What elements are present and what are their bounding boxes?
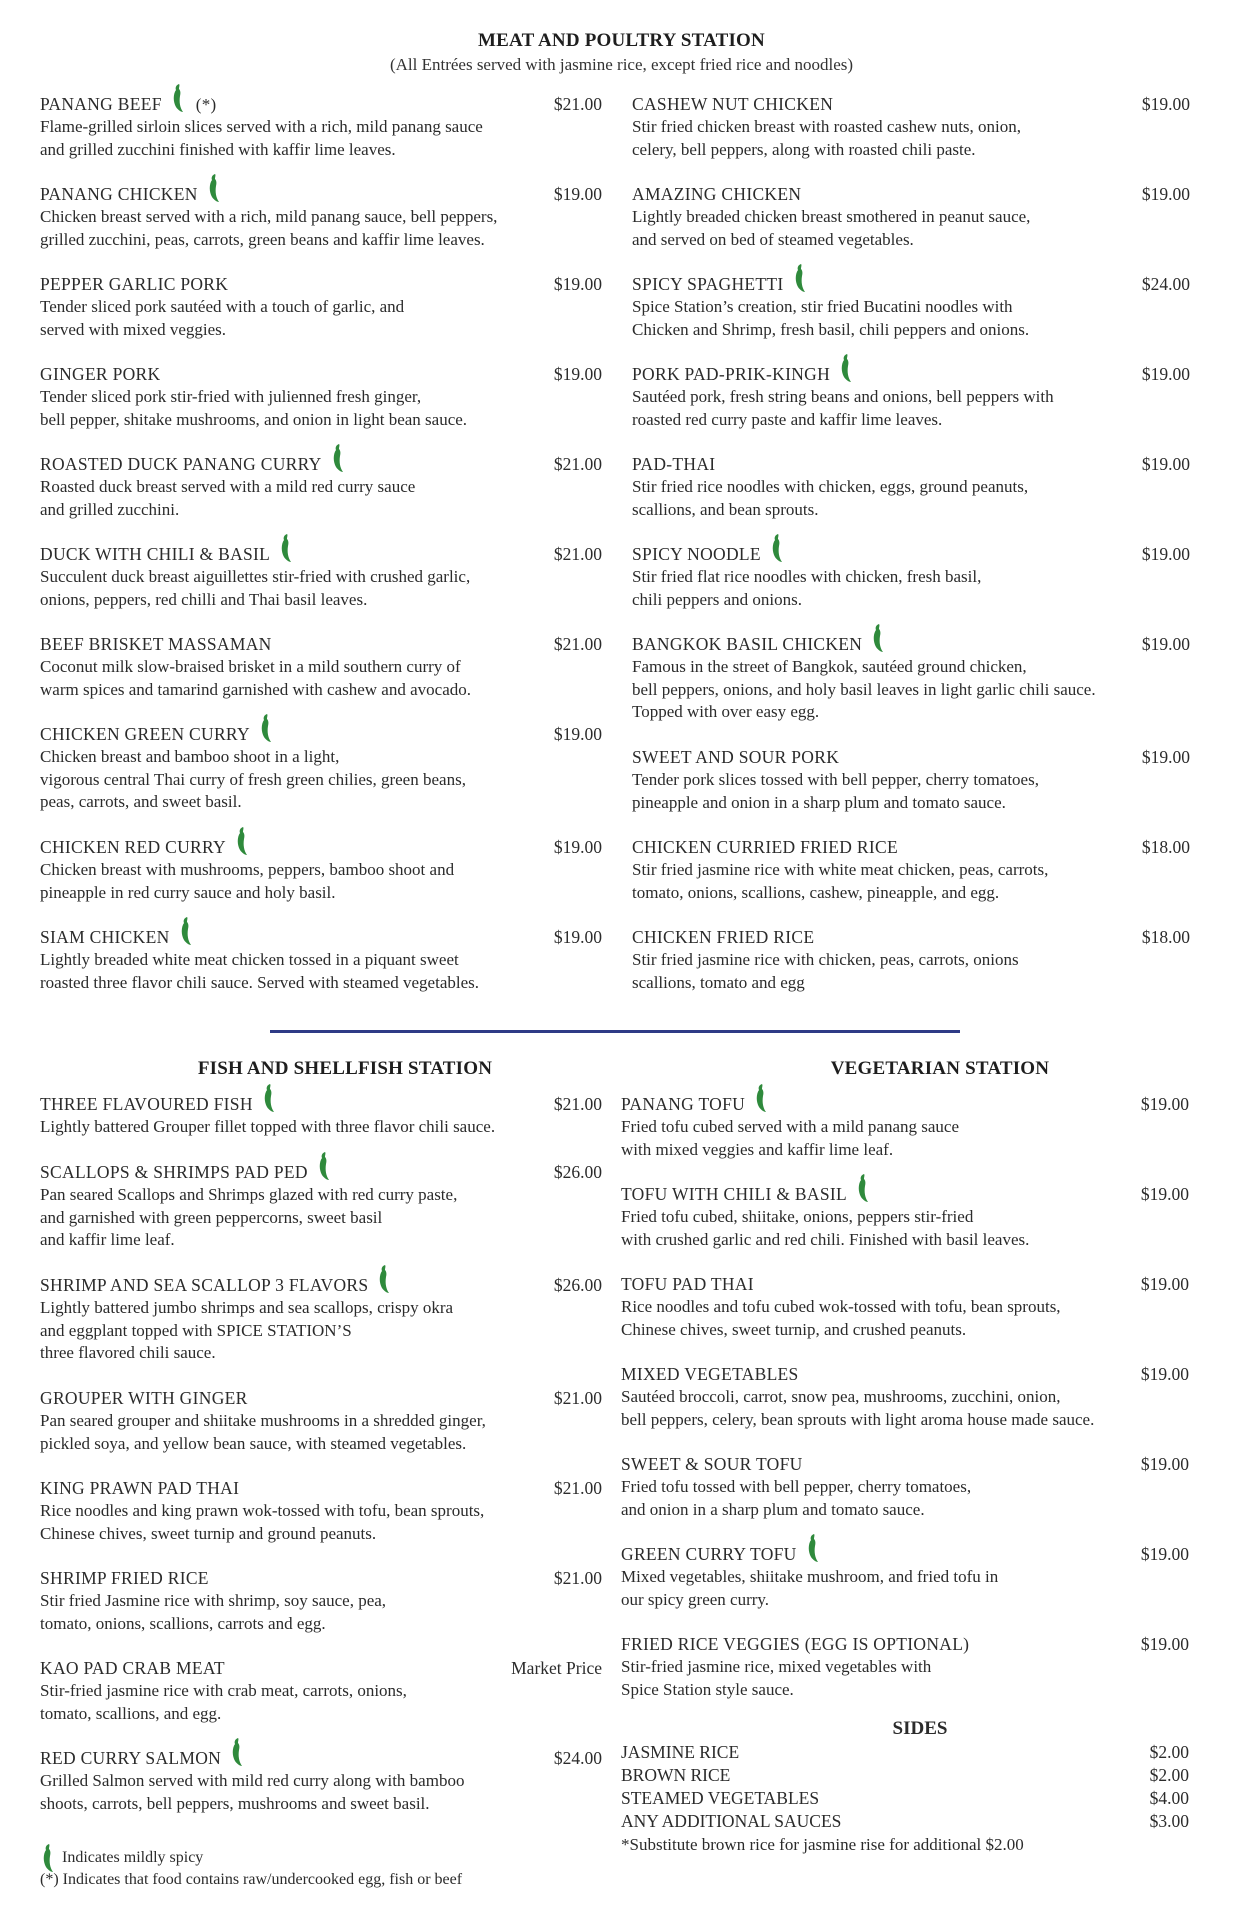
menu-item xyxy=(621,1632,1189,1701)
menu-item-description: Roasted duck breast served with a mild red curry sauce and grilled zucchini. xyxy=(40,477,416,519)
side-item xyxy=(621,1763,1189,1786)
menu-item-name xyxy=(632,747,839,768)
menu-item-price: $19.00 xyxy=(1140,1634,1189,1654)
side-item xyxy=(621,1740,1189,1763)
menu-item-name-text: PANANG TOFU xyxy=(621,1094,746,1114)
menu-item-header xyxy=(632,925,1190,948)
menu-item-description: Lightly battered jumbo shrimps and sea scallops, crispy okra and eggplant topped with SPICE STATION’S three flavored chili sauce. xyxy=(40,1298,454,1362)
menu-item-name xyxy=(40,1085,277,1115)
menu-item-name xyxy=(40,1266,392,1296)
menu-item-name-text: PEPPER GARLIC PORK xyxy=(40,274,229,294)
menu-item-name xyxy=(40,918,194,948)
menu-item-header xyxy=(40,925,602,948)
menu-item-name-text: CHICKEN GREEN CURRY xyxy=(40,724,250,744)
menu-item-description: Chicken breast with mushrooms, peppers, bamboo shoot and pineapple in red curry sauce and holy basil. xyxy=(40,860,455,902)
menu-item xyxy=(632,92,1190,161)
menu-item xyxy=(632,925,1190,994)
menu-item-price: $19.00 xyxy=(1141,634,1190,654)
menu-item-name-text: AMAZING CHICKEN xyxy=(632,184,802,204)
menu-item-header xyxy=(621,1362,1189,1385)
menu-item-description: Pan seared Scallops and Shrimps glazed with red curry paste, and garnished with green peppercorns, sweet basil and kaffir lime leaf. xyxy=(40,1185,458,1249)
menu-item-name xyxy=(632,265,808,295)
menu-item-header xyxy=(40,1273,602,1296)
menu-item-header xyxy=(632,92,1190,115)
menu-item-description: Fried tofu tossed with bell pepper, cherry tomatoes, and onion in a sharp plum and tomato sauce. xyxy=(621,1477,972,1519)
side-price: $2.00 xyxy=(1149,1742,1189,1762)
menu-item-price: $19.00 xyxy=(553,274,602,294)
menu-item-name-text: PAD-THAI xyxy=(632,454,716,474)
meat-station-subtitle: (All Entrées served with jasmine rice, except fried rice and noodles) xyxy=(389,55,854,74)
menu-item xyxy=(40,925,602,994)
menu-item-name xyxy=(40,85,217,115)
side-name: BROWN RICE xyxy=(621,1765,731,1785)
legend xyxy=(40,1845,600,1889)
menu-item-description: Stir fried chicken breast with roasted cashew nuts, onion, celery, bell peppers, along with roasted chili paste. xyxy=(632,117,1022,159)
menu-item xyxy=(40,1386,602,1455)
menu-item-name-text: PANANG BEEF xyxy=(40,94,162,114)
menu-item xyxy=(632,835,1190,904)
menu-item-name-text: GINGER PORK xyxy=(40,364,161,384)
chili-pepper-icon xyxy=(753,1083,769,1113)
menu-item-header xyxy=(621,1182,1189,1205)
menu-item-name-text: KAO PAD CRAB MEAT xyxy=(40,1658,225,1678)
chili-pepper-icon xyxy=(178,916,194,946)
side-price: $4.00 xyxy=(1149,1788,1189,1808)
menu-item-name-text: GROUPER WITH GINGER xyxy=(40,1388,248,1408)
menu-item-name-text: TOFU WITH CHILI & BASIL xyxy=(621,1184,847,1204)
menu-item-header xyxy=(632,452,1190,475)
menu-item-price: $19.00 xyxy=(1141,747,1190,767)
side-name: ANY ADDITIONAL SAUCES xyxy=(621,1811,842,1831)
menu-item-name-text: SPICY SPAGHETTI xyxy=(632,274,784,294)
menu-item-name xyxy=(632,625,886,655)
menu-item-price: $21.00 xyxy=(553,94,602,114)
menu-item-name xyxy=(40,535,294,565)
menu-item-header xyxy=(632,362,1190,385)
menu-item-price: $26.00 xyxy=(553,1275,602,1295)
menu-item-description: Stir fried jasmine rice with chicken, peas, carrots, onions scallions, tomato and egg xyxy=(632,950,1019,992)
menu-item-description: Stir fried flat rice noodles with chicken, fresh basil, chili peppers and onions. xyxy=(632,567,982,609)
menu-item-name-text: SIAM CHICKEN xyxy=(40,927,170,947)
menu-item xyxy=(40,1566,602,1635)
menu-item-description: Sautéed broccoli, carrot, snow pea, mushrooms, zucchini, onion, bell peppers, celery, bean sprouts with light aroma house made sauce. xyxy=(621,1387,1095,1429)
menu-item-description: Fried tofu cubed served with a mild panang sauce with mixed veggies and kaffir lime leaf. xyxy=(621,1117,960,1159)
menu-item-name xyxy=(40,715,274,745)
menu-item-description: Succulent duck breast aiguillettes stir-fried with crushed garlic, onions, peppers, red chilli and Thai basil leaves. xyxy=(40,567,471,609)
menu-item xyxy=(40,92,602,161)
menu-item-name xyxy=(632,355,854,385)
menu-item xyxy=(40,1656,602,1725)
menu-item-description: Lightly battered Grouper fillet topped with three flavor chili sauce. xyxy=(40,1117,496,1136)
vegetarian-station-title: VEGETARIAN STATION xyxy=(830,1058,1050,1079)
menu-item-description: Tender sliced pork sautéed with a touch of garlic, and served with mixed veggies. xyxy=(40,297,405,339)
menu-item-name xyxy=(632,927,814,948)
legend-spicy-text: Indicates mildly spicy xyxy=(62,1849,204,1866)
menu-item-name-text: TOFU PAD THAI xyxy=(621,1274,754,1294)
menu-item-description: Rice noodles and king prawn wok-tossed with tofu, bean sprouts, Chinese chives, sweet turnip and ground peanuts. xyxy=(40,1501,485,1543)
menu-item-header xyxy=(40,92,602,115)
menu-item-price: $19.00 xyxy=(1140,1544,1189,1564)
chili-pepper-icon xyxy=(170,83,186,113)
menu-item-name-text: BANGKOK BASIL CHICKEN xyxy=(632,634,863,654)
menu-item xyxy=(40,272,602,341)
menu-item-name-text: CASHEW NUT CHICKEN xyxy=(632,94,834,114)
menu-item-price: $21.00 xyxy=(553,454,602,474)
chili-pepper-icon xyxy=(376,1264,392,1294)
menu-item-header xyxy=(632,835,1190,858)
menu-item-name xyxy=(632,837,898,858)
menu-item-name xyxy=(632,454,715,475)
menu-item xyxy=(40,1746,602,1815)
side-price: $3.00 xyxy=(1149,1811,1189,1831)
menu-item-price: $21.00 xyxy=(553,634,602,654)
menu-item-price: $19.00 xyxy=(553,184,602,204)
chili-pepper-icon xyxy=(258,713,274,743)
menu-item-description: Famous in the street of Bangkok, sautéed ground chicken, bell peppers, onions, and holy basil leaves in light garlic chili sauce. Topped with over easy egg. xyxy=(632,657,1096,721)
menu-item-header xyxy=(40,1566,602,1589)
menu-item-name xyxy=(621,1085,769,1115)
menu-item xyxy=(632,272,1190,341)
menu-item xyxy=(621,1362,1189,1431)
chili-pepper-icon xyxy=(330,443,346,473)
menu-item-description: Pan seared grouper and shiitake mushrooms in a shredded ginger, pickled soya, and yellow bean sauce, with steamed vegetables. xyxy=(40,1411,486,1453)
chili-pepper-icon xyxy=(792,263,808,293)
menu-item-price: $19.00 xyxy=(1141,454,1190,474)
menu-item-description: Lightly breaded white meat chicken tossed in a piquant sweet roasted three flavor chili sauce. Served with steamed vegetables. xyxy=(40,950,479,992)
menu-item-header xyxy=(40,1386,602,1409)
menu-item-name xyxy=(632,94,833,115)
chili-pepper-icon xyxy=(855,1173,871,1203)
menu-item-price: $21.00 xyxy=(553,1094,602,1114)
menu-item-description: Fried tofu cubed, shiitake, onions, peppers stir-fried with crushed garlic and red chili. Finished with basil leaves. xyxy=(621,1207,1030,1249)
menu-item-name xyxy=(40,1153,332,1183)
menu-item-description: Chicken breast and bamboo shoot in a light, vigorous central Thai curry of fresh green chilies, green beans, peas, carrots, and sweet basil. xyxy=(40,747,466,811)
menu-item-header xyxy=(40,1656,602,1679)
menu-item-name-text: SHRIMP FRIED RICE xyxy=(40,1568,209,1588)
menu-item-price: $19.00 xyxy=(553,364,602,384)
menu-item-price: $19.00 xyxy=(553,724,602,744)
menu-item-name xyxy=(40,1388,248,1409)
chili-pepper-icon xyxy=(838,353,854,383)
menu-item-header xyxy=(40,632,602,655)
menu-item-name xyxy=(40,1568,209,1589)
menu-item xyxy=(632,182,1190,251)
menu-item-header xyxy=(40,272,602,295)
menu-item-name-text: CHICKEN RED CURRY xyxy=(40,837,226,857)
chili-pepper-icon xyxy=(229,1737,245,1767)
menu-item-price: $19.00 xyxy=(553,927,602,947)
menu-item-description: Chicken breast served with a rich, mild panang sauce, bell peppers, grilled zucchini, peas, carrots, green beans and kaffir lime leaves. xyxy=(40,207,498,249)
menu-item xyxy=(40,1476,602,1545)
menu-item-description: Lightly breaded chicken breast smothered in peanut sauce, and served on bed of steamed vegetables. xyxy=(632,207,1031,249)
menu-item-description: Stir fried Jasmine rice with shrimp, soy sauce, pea, tomato, onions, scallions, carrots and egg. xyxy=(40,1591,387,1633)
menu-item-name xyxy=(40,364,160,385)
menu-item-name xyxy=(40,1478,239,1499)
chili-pepper-icon xyxy=(278,533,294,563)
menu-item-name xyxy=(40,445,346,475)
menu-item-header xyxy=(632,745,1190,768)
menu-item-name xyxy=(632,535,785,565)
menu-item-description: Spice Station’s creation, stir fried Bucatini noodles with Chicken and Shrimp, fresh basil, chili peppers and onions. xyxy=(632,297,1030,339)
meat-station-title: MEAT AND POULTRY STATION xyxy=(478,30,765,51)
menu-item-header xyxy=(40,1746,602,1769)
menu-item-name-text: SHRIMP AND SEA SCALLOP 3 FLAVORS xyxy=(40,1275,369,1295)
menu-item xyxy=(40,1160,602,1252)
menu-item-price: $18.00 xyxy=(1141,837,1190,857)
menu-item-price: $19.00 xyxy=(1141,544,1190,564)
side-name: STEAMED VEGETABLES xyxy=(621,1788,820,1808)
menu-item-description: Grilled Salmon served with mild red curry along with bamboo shoots, carrots, bell peppers, mushrooms and sweet basil. xyxy=(40,1771,465,1813)
legend-spicy xyxy=(40,1845,600,1871)
menu-item-name-text: THREE FLAVOURED FISH xyxy=(40,1094,253,1114)
menu-item-price: $19.00 xyxy=(1140,1274,1189,1294)
raw-food-mark: (*) xyxy=(195,95,217,114)
menu-item-description: Flame-grilled sirloin slices served with a rich, mild panang sauce and grilled zucchini finished with kaffir lime leaves. xyxy=(40,117,483,159)
chili-pepper-icon xyxy=(805,1533,821,1563)
menu-item xyxy=(40,542,602,611)
menu-item-header xyxy=(632,272,1190,295)
menu-item-header xyxy=(40,1160,602,1183)
chili-pepper-icon xyxy=(870,623,886,653)
menu-item xyxy=(632,362,1190,431)
menu-item-price: $19.00 xyxy=(1140,1364,1189,1384)
menu-item-name-text: BEEF BRISKET MASSAMAN xyxy=(40,634,272,654)
menu-item-header xyxy=(632,542,1190,565)
menu-item xyxy=(621,1452,1189,1521)
menu-item-name-text: CHICKEN CURRIED FRIED RICE xyxy=(632,837,898,857)
menu-item-description: Rice noodles and tofu cubed wok-tossed with tofu, bean sprouts, Chinese chives, sweet turnip, and crushed peanuts. xyxy=(621,1297,1061,1339)
menu-item-description: Coconut milk slow-braised brisket in a mild southern curry of warm spices and tamarind garnished with cashew and avocado. xyxy=(40,657,471,699)
menu-item-header xyxy=(40,362,602,385)
menu-item-header xyxy=(40,452,602,475)
chili-pepper-icon xyxy=(234,826,250,856)
menu-item-price: $21.00 xyxy=(553,1388,602,1408)
menu-item-name xyxy=(40,634,272,655)
side-name: JASMINE RICE xyxy=(621,1742,740,1762)
menu-item-name-text: GREEN CURRY TOFU xyxy=(621,1544,797,1564)
side-price: $2.00 xyxy=(1149,1765,1189,1785)
menu-item xyxy=(632,542,1190,611)
legend-raw-text: (*) Indicates that food contains raw/undercooked egg, fish or beef xyxy=(40,1871,463,1888)
menu-item-header xyxy=(621,1092,1189,1115)
menu-item-name xyxy=(621,1634,969,1655)
menu-item-header xyxy=(40,1476,602,1499)
menu-item-name xyxy=(621,1274,754,1295)
menu-item-name-text: MIXED VEGETABLES xyxy=(621,1364,799,1384)
menu-item-price: $19.00 xyxy=(1140,1184,1189,1204)
menu-item-name-text: SCALLOPS & SHRIMPS PAD PED xyxy=(40,1162,308,1182)
menu-item-description: Tender pork slices tossed with bell pepper, cherry tomatoes, pineapple and onion in a sharp plum and tomato sauce. xyxy=(632,770,1039,812)
menu-item-name-text: PORK PAD-PRIK-KINGH xyxy=(632,364,831,384)
chili-pepper-icon xyxy=(316,1151,332,1181)
menu-item xyxy=(40,835,602,904)
sides-note: *Substitute brown rice for jasmine rise for additional $2.00 xyxy=(621,1835,1024,1854)
menu-item xyxy=(40,722,602,814)
menu-item-header xyxy=(621,1632,1189,1655)
menu-item-header xyxy=(40,1092,602,1115)
menu-item-name-text: KING PRAWN PAD THAI xyxy=(40,1478,240,1498)
menu-item-name-text: RED CURRY SALMON xyxy=(40,1748,222,1768)
chili-pepper-icon xyxy=(206,173,222,203)
menu-item-description: Stir fried jasmine rice with white meat chicken, peas, carrots, tomato, onions, scallions, cashew, pineapple, and egg. xyxy=(632,860,1049,902)
menu-item-name-text: PANANG CHICKEN xyxy=(40,184,198,204)
sides-title: SIDES xyxy=(892,1718,948,1739)
menu-item-name-text: SPICY NOODLE xyxy=(632,544,761,564)
menu-item-name xyxy=(621,1364,799,1385)
side-item xyxy=(621,1786,1189,1809)
menu-item-name xyxy=(40,274,228,295)
menu-item-description: Mixed vegetables, shiitake mushroom, and fried tofu in our spicy green curry. xyxy=(621,1567,999,1609)
menu-item xyxy=(621,1182,1189,1251)
menu-item-name xyxy=(621,1175,871,1205)
menu-item-price: $19.00 xyxy=(1141,364,1190,384)
menu-item-header xyxy=(40,542,602,565)
menu-item-price: $19.00 xyxy=(1141,94,1190,114)
menu-item xyxy=(621,1542,1189,1611)
menu-item-name xyxy=(621,1454,803,1475)
menu-item xyxy=(40,362,602,431)
menu-item-name xyxy=(40,1739,245,1769)
menu-item-name-text: SWEET AND SOUR PORK xyxy=(632,747,840,767)
menu-item-price: $19.00 xyxy=(1140,1094,1189,1114)
menu-item-name xyxy=(40,175,222,205)
menu-item xyxy=(632,745,1190,814)
menu-item-description: Stir-fried jasmine rice with crab meat, carrots, onions, tomato, scallions, and egg. xyxy=(40,1681,407,1723)
menu-item-name xyxy=(632,184,801,205)
menu-item-price: $19.00 xyxy=(1141,184,1190,204)
menu-item-name xyxy=(40,1658,225,1679)
menu-item-header xyxy=(621,1272,1189,1295)
menu-item-description: Stir fried rice noodles with chicken, eggs, ground peanuts, scallions, and bean sprouts. xyxy=(632,477,1029,519)
menu-item xyxy=(40,632,602,701)
menu-item xyxy=(40,1092,602,1139)
menu-item-header xyxy=(632,182,1190,205)
menu-item-description: Stir-fried jasmine rice, mixed vegetables with Spice Station style sauce. xyxy=(621,1657,932,1699)
menu-item xyxy=(621,1272,1189,1341)
menu-item xyxy=(621,1092,1189,1161)
side-item xyxy=(621,1809,1189,1832)
menu-item-price: $21.00 xyxy=(553,1568,602,1588)
menu-item-price: $21.00 xyxy=(553,1478,602,1498)
menu-item-price: $26.00 xyxy=(553,1162,602,1182)
menu-item-header xyxy=(632,632,1190,655)
chili-pepper-icon xyxy=(40,1843,56,1873)
menu-item-price: $19.00 xyxy=(553,837,602,857)
menu-item-price: $19.00 xyxy=(1140,1454,1189,1474)
chili-pepper-icon xyxy=(261,1083,277,1113)
menu-item-header xyxy=(621,1452,1189,1475)
menu-item-description: Sautéed pork, fresh string beans and onions, bell peppers with roasted red curry paste and kaffir lime leaves. xyxy=(632,387,1054,429)
menu-item-price: $18.00 xyxy=(1141,927,1190,947)
menu-item xyxy=(40,452,602,521)
menu-item xyxy=(632,452,1190,521)
menu-item-name-text: DUCK WITH CHILI & BASIL xyxy=(40,544,271,564)
menu-item-price: $24.00 xyxy=(553,1748,602,1768)
menu-item-price: Market Price xyxy=(511,1658,602,1678)
menu-item-price: $24.00 xyxy=(1141,274,1190,294)
menu-item xyxy=(632,632,1190,724)
menu-item-header xyxy=(621,1542,1189,1565)
menu-item-name xyxy=(621,1535,821,1565)
fish-station-title: FISH AND SHELLFISH STATION xyxy=(197,1058,493,1079)
menu-item-name-text: FRIED RICE VEGGIES (EGG IS OPTIONAL) xyxy=(621,1634,970,1654)
menu-item-name-text: SWEET & SOUR TOFU xyxy=(621,1454,803,1474)
sides-list xyxy=(621,1740,1189,1857)
menu-item-header xyxy=(40,182,602,205)
menu-item-header xyxy=(40,722,602,745)
menu-item-name-text: ROASTED DUCK PANANG CURRY xyxy=(40,454,322,474)
menu-item-price: $21.00 xyxy=(553,544,602,564)
menu-item-name-text: CHICKEN FRIED RICE xyxy=(632,927,815,947)
menu-item-header xyxy=(40,835,602,858)
chili-pepper-icon xyxy=(769,533,785,563)
menu-item xyxy=(40,1273,602,1365)
menu-item xyxy=(40,182,602,251)
section-divider xyxy=(270,1030,960,1033)
menu-item-name xyxy=(40,828,250,858)
menu-item-description: Tender sliced pork stir-fried with julienned fresh ginger, bell pepper, shitake mushrooms, and onion in light bean sauce. xyxy=(40,387,468,429)
